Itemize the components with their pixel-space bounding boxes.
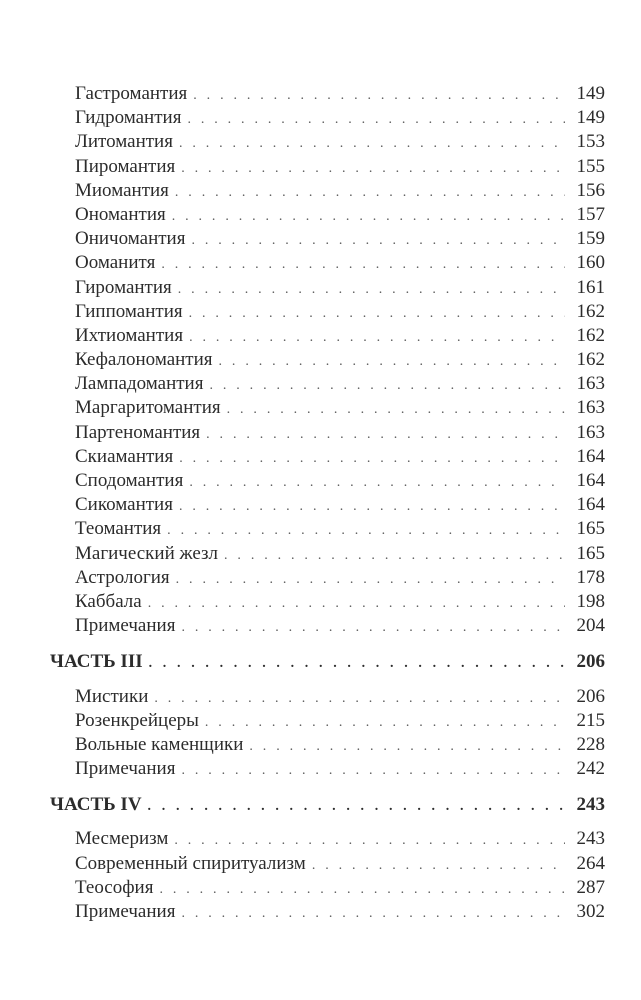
toc-entry[interactable] [50,276,605,300]
dot-leader [227,398,565,422]
toc-entry-title: Ооманитя [75,252,156,274]
toc-entry[interactable] [50,827,605,851]
dot-leader [181,902,565,926]
dot-leader [178,278,565,302]
dot-leader [249,735,565,759]
toc-entry-title: Гиппомантия [75,300,183,322]
toc-entry[interactable] [50,469,605,493]
toc-entry-title: Гастромантия [75,83,188,104]
toc-entry-page: 206 [576,685,605,707]
toc-part-3[interactable] [50,650,605,674]
dot-leader [193,84,565,108]
toc-entry-title: Кефалономантия [75,349,213,371]
toc-entry-page: 215 [576,709,605,731]
toc-entry[interactable] [50,709,605,733]
toc-part-4[interactable] [50,793,605,817]
toc-entry-title: Примечания [75,901,176,922]
toc-entry-page: 161 [576,276,605,298]
toc-entry[interactable] [50,324,605,348]
toc-entry[interactable] [50,396,605,420]
toc-entry-page: 163 [576,397,605,419]
toc-entry[interactable] [50,493,605,517]
toc-entry-page: 157 [576,203,605,225]
toc-entry-page: 160 [576,252,605,274]
dot-leader [179,447,565,471]
dot-leader [174,829,565,853]
toc-entry[interactable] [50,852,605,876]
toc-entry-title: Гиромантия [75,276,172,298]
dot-leader [181,759,565,783]
toc-entry-title: Каббала [75,590,142,612]
toc-entry[interactable] [50,203,605,227]
toc-part-title: ЧАСТЬ IV [50,794,142,816]
dot-leader [149,652,565,676]
dot-leader [191,229,565,253]
dot-leader [189,302,565,326]
toc-entry[interactable] [50,542,605,566]
toc-entry-page: 164 [576,445,605,467]
toc-entry[interactable] [50,155,605,179]
toc-entry[interactable] [50,106,605,130]
toc-entry[interactable] [50,876,605,900]
toc-entry-page: 264 [576,852,605,874]
dot-leader [176,568,565,592]
toc-entry[interactable] [50,82,605,106]
toc-entry-title: Современный спиритуализм [75,852,306,874]
toc-entry[interactable] [50,590,605,614]
toc-entry-title: Гидромантия [75,107,182,129]
toc-entry[interactable] [50,251,605,275]
toc-entry-title: Оничомантия [75,228,186,250]
toc-entry[interactable] [50,130,605,154]
dot-leader [209,374,565,398]
toc-entry-page: 242 [576,758,605,780]
toc-entry-page: 163 [576,421,605,443]
dot-leader [159,878,565,902]
toc-entry-title: Вольные каменщики [75,733,244,755]
dot-leader [187,108,565,132]
toc-entry[interactable] [50,757,605,781]
toc-entry-title: Месмеризм [75,828,169,850]
toc-entry[interactable] [50,566,605,590]
toc-entry-page: 243 [576,828,605,850]
toc-entry-page: 155 [576,155,605,177]
table-of-contents [50,82,605,924]
toc-entry-title: Сподомантия [75,470,184,491]
dot-leader [148,592,565,616]
toc-entry-page: 228 [576,733,605,755]
toc-entry-title: Пиромантия [75,155,176,177]
dot-leader [224,544,565,568]
toc-part-page: 243 [576,794,605,816]
dot-leader [179,132,565,156]
dot-leader [181,157,565,181]
toc-entry-title: Литомантия [75,131,173,153]
toc-entry-page: 287 [576,876,605,898]
toc-entry-title: Теомантия [75,518,162,540]
toc-entry[interactable] [50,372,605,396]
dot-leader [172,205,565,229]
toc-entry-page: 159 [576,228,605,250]
toc-entry-title: Магический жезл [75,542,219,564]
toc-entry[interactable] [50,227,605,251]
toc-entry-page: 204 [576,615,605,637]
dot-leader [189,326,565,350]
toc-entry-page: 164 [576,494,605,516]
toc-section-a [50,82,605,638]
dot-leader [167,519,565,543]
dot-leader [219,350,565,374]
toc-section-c [50,827,605,924]
toc-entry-title: Астрология [75,566,170,588]
toc-entry[interactable] [50,685,605,709]
toc-entry[interactable] [50,300,605,324]
toc-entry[interactable] [50,445,605,469]
toc-entry[interactable] [50,900,605,924]
toc-entry[interactable] [50,179,605,203]
toc-entry-page: 162 [576,349,605,371]
toc-entry-title: Сикомантия [75,494,173,516]
dot-leader [189,471,565,495]
dot-leader [181,616,565,640]
toc-entry[interactable] [50,421,605,445]
toc-entry[interactable] [50,348,605,372]
toc-entry-page: 153 [576,131,605,153]
toc-entry-title: Мистики [75,685,149,707]
toc-entry-page: 149 [576,83,605,104]
toc-entry-page: 163 [576,373,605,395]
toc-entry-title: Партеномантия [75,421,201,443]
toc-entry-page: 164 [576,470,605,491]
toc-section-b [50,685,605,782]
toc-entry-page: 165 [576,542,605,564]
toc-entry-page: 302 [576,901,605,922]
toc-entry[interactable] [50,614,605,638]
dot-leader [175,181,565,205]
toc-entry-page: 162 [576,300,605,322]
toc-entry-page: 162 [576,324,605,346]
toc-part-page: 206 [576,651,605,673]
dot-leader [179,495,565,519]
toc-entry-page: 156 [576,179,605,201]
toc-entry[interactable] [50,517,605,541]
toc-part-title: ЧАСТЬ III [50,651,143,673]
toc-entry[interactable] [50,733,605,757]
toc-entry-title: Скиамантия [75,445,174,467]
toc-entry-page: 178 [576,566,605,588]
toc-entry-page: 149 [576,107,605,129]
toc-entry-title: Теософия [75,876,154,898]
toc-entry-title: Миомантия [75,179,169,201]
dot-leader [312,854,565,878]
toc-entry-page: 165 [576,518,605,540]
toc-entry-page: 198 [576,590,605,612]
toc-entry-title: Ономантия [75,203,166,225]
toc-entry-title: Лампадомантия [75,373,204,395]
dot-leader [154,687,565,711]
toc-entry-title: Примечания [75,758,176,780]
toc-entry-title: Примечания [75,615,176,637]
dot-leader [206,423,565,447]
dot-leader [148,795,565,819]
toc-entry-title: Розенкрейцеры [75,709,199,731]
toc-entry-title: Ихтиомантия [75,324,184,346]
dot-leader [205,711,565,735]
toc-entry-title: Маргаритомантия [75,397,221,419]
dot-leader [161,253,565,277]
